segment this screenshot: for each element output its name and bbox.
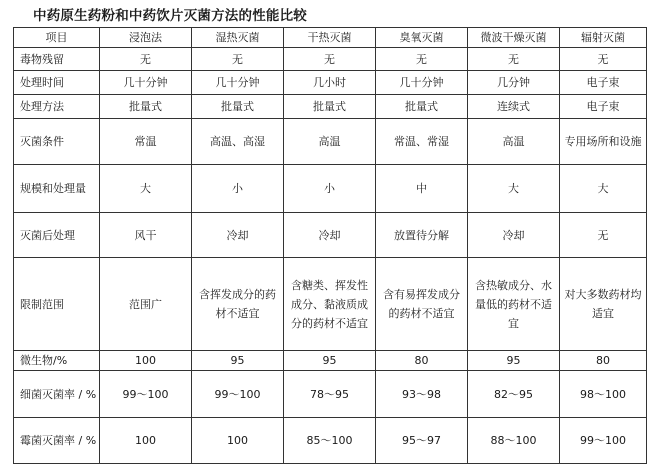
table-cell: 无 <box>192 48 284 71</box>
table-cell: 95 <box>192 351 284 371</box>
table-cell: 含有易挥发成分的药材不适宜 <box>376 258 468 351</box>
header-cell: 臭氧灭菌 <box>376 28 468 48</box>
header-cell: 微波干燥灭菌 <box>468 28 560 48</box>
row-label: 毒物残留 <box>14 48 100 71</box>
table-cell: 无 <box>560 48 647 71</box>
table-row <box>14 71 647 95</box>
table-cell: 无 <box>560 213 647 258</box>
table-row <box>14 119 647 165</box>
table-cell: 93～98 <box>376 371 468 418</box>
table-cell: 98～100 <box>560 371 647 418</box>
table-cell: 专用场所和设施 <box>560 119 647 165</box>
header-cell: 浸泡法 <box>100 28 192 48</box>
table-cell: 连续式 <box>468 95 560 119</box>
table-cell: 常温、常湿 <box>376 119 468 165</box>
row-label: 灭菌条件 <box>14 119 100 165</box>
table-cell: 电子束 <box>560 71 647 95</box>
table-cell: 85～100 <box>284 418 376 464</box>
row-label: 限制范围 <box>14 258 100 351</box>
table-cell: 电子束 <box>560 95 647 119</box>
row-label: 处理方法 <box>14 95 100 119</box>
table-cell: 范围广 <box>100 258 192 351</box>
table-row <box>14 418 647 464</box>
table-cell: 几十分钟 <box>100 71 192 95</box>
table-cell: 99～100 <box>100 371 192 418</box>
table-title: 中药原生药粉和中药饮片灭菌方法的性能比较 <box>33 8 307 24</box>
table-cell: 批量式 <box>192 95 284 119</box>
table-row <box>14 213 647 258</box>
table-cell: 100 <box>192 418 284 464</box>
table-cell: 无 <box>376 48 468 71</box>
table-cell: 常温 <box>100 119 192 165</box>
table-cell: 放置待分解 <box>376 213 468 258</box>
table-cell: 95 <box>468 351 560 371</box>
table-cell: 大 <box>100 165 192 213</box>
header-cell: 辐射灭菌 <box>560 28 647 48</box>
table-cell: 几十分钟 <box>192 71 284 95</box>
table-row <box>14 371 647 418</box>
table-cell: 95～97 <box>376 418 468 464</box>
header-cell: 干热灭菌 <box>284 28 376 48</box>
table-cell: 冷却 <box>192 213 284 258</box>
table-cell: 含糖类、挥发性成分、黏液质成分的药材不适宜 <box>284 258 376 351</box>
table-cell: 批量式 <box>376 95 468 119</box>
row-label: 霉菌灭菌率 / % <box>14 418 100 464</box>
table-cell: 小 <box>192 165 284 213</box>
table-row <box>14 165 647 213</box>
table-cell: 批量式 <box>100 95 192 119</box>
table-cell: 78～95 <box>284 371 376 418</box>
table-cell: 高温 <box>468 119 560 165</box>
table-row <box>14 48 647 71</box>
table-cell: 99～100 <box>560 418 647 464</box>
table-cell: 批量式 <box>284 95 376 119</box>
table-cell: 几小时 <box>284 71 376 95</box>
table-cell: 82～95 <box>468 371 560 418</box>
row-label: 细菌灭菌率 / % <box>14 371 100 418</box>
table-cell: 99～100 <box>192 371 284 418</box>
table-row <box>14 95 647 119</box>
table-cell: 80 <box>560 351 647 371</box>
table-cell: 冷却 <box>284 213 376 258</box>
table-cell: 高温 <box>284 119 376 165</box>
table-cell: 冷却 <box>468 213 560 258</box>
row-label: 微生物/% <box>14 351 100 371</box>
table-row <box>14 351 647 371</box>
table-cell: 对大多数药材均适宜 <box>560 258 647 351</box>
table-cell: 几分钟 <box>468 71 560 95</box>
table-cell: 含挥发成分的药材不适宜 <box>192 258 284 351</box>
table-cell: 高温、高湿 <box>192 119 284 165</box>
row-label: 规模和处理量 <box>14 165 100 213</box>
table-cell: 无 <box>100 48 192 71</box>
comparison-table <box>13 27 647 464</box>
table-cell: 风干 <box>100 213 192 258</box>
table-cell: 大 <box>468 165 560 213</box>
table-cell: 88～100 <box>468 418 560 464</box>
table-row <box>14 258 647 351</box>
row-label: 处理时间 <box>14 71 100 95</box>
table-cell: 大 <box>560 165 647 213</box>
row-label: 灭菌后处理 <box>14 213 100 258</box>
table-cell: 几十分钟 <box>376 71 468 95</box>
table-cell: 含热敏成分、水量低的药材不适宜 <box>468 258 560 351</box>
table-cell: 100 <box>100 418 192 464</box>
header-row <box>14 28 647 48</box>
table-cell: 80 <box>376 351 468 371</box>
table-cell: 中 <box>376 165 468 213</box>
header-cell: 项目 <box>14 28 100 48</box>
table-cell: 95 <box>284 351 376 371</box>
header-cell: 湿热灭菌 <box>192 28 284 48</box>
table-cell: 100 <box>100 351 192 371</box>
table-cell: 小 <box>284 165 376 213</box>
table-cell: 无 <box>284 48 376 71</box>
table-cell: 无 <box>468 48 560 71</box>
